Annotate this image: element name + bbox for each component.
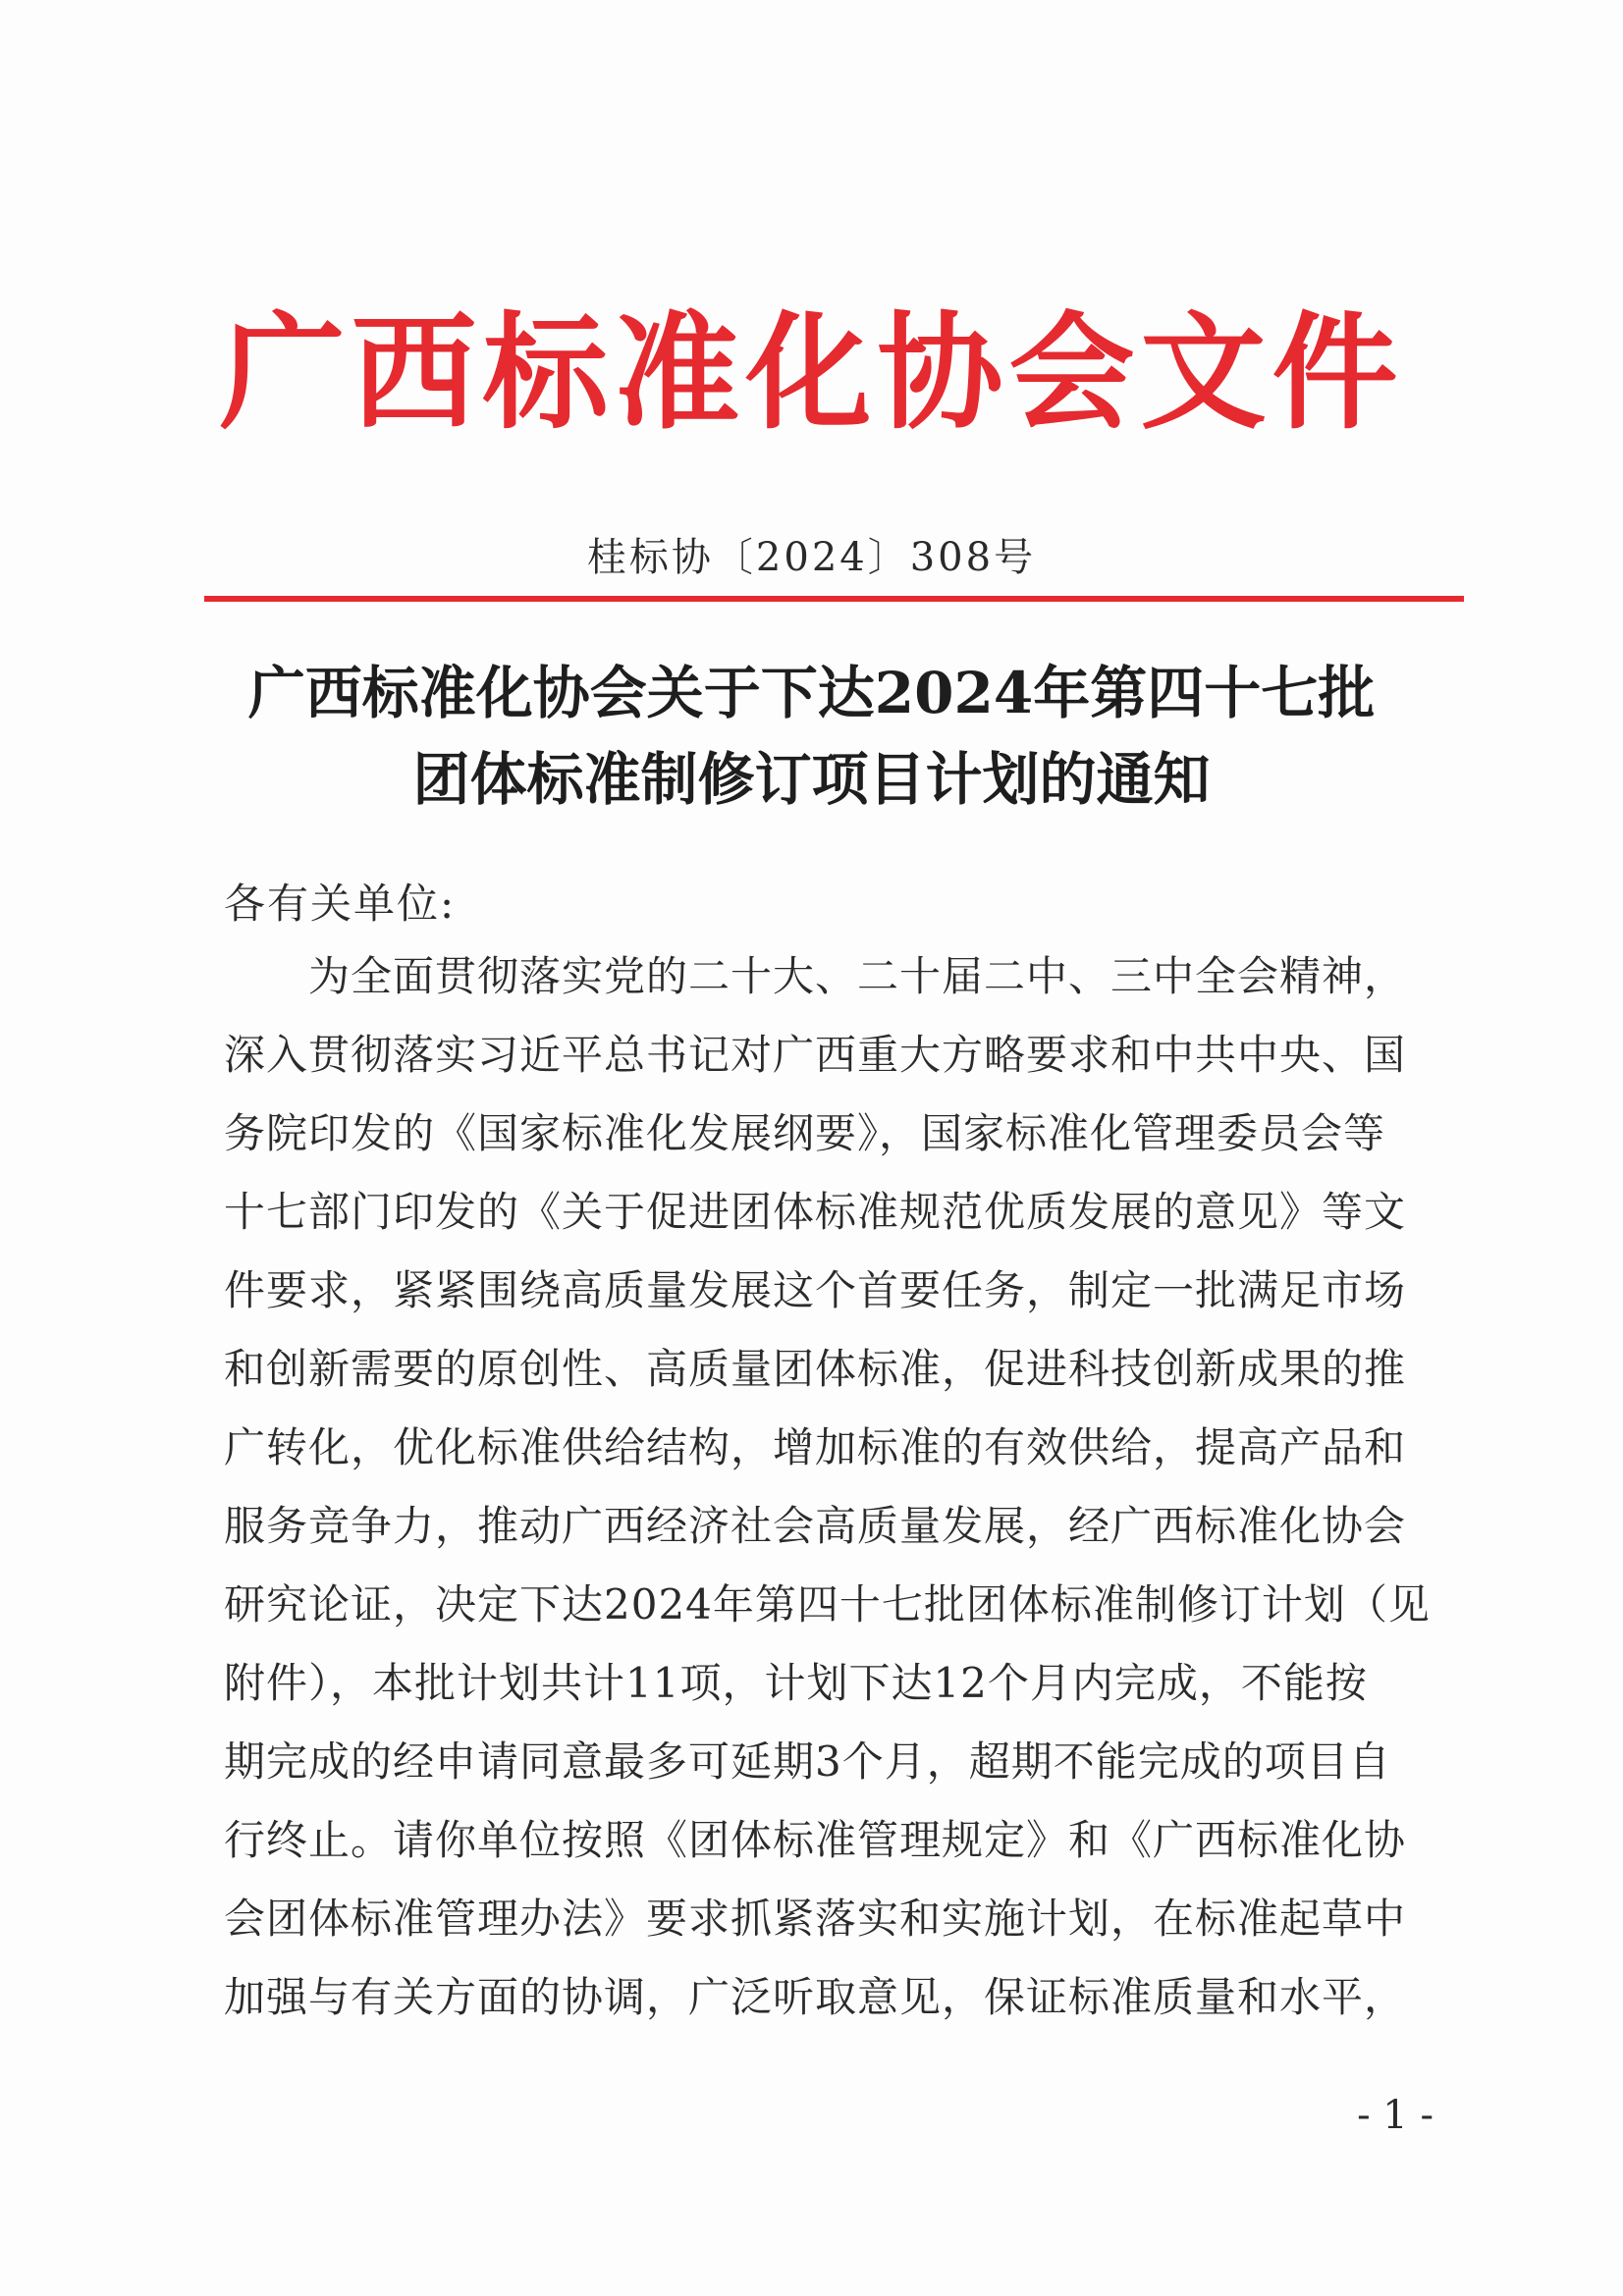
- notice-title-line-1: 广西标准化协会关于下达2024年第四十七批: [247, 660, 1376, 726]
- notice-title-line-2: 团体标准制修订项目计划的通知: [412, 746, 1211, 813]
- body-line-4: 十七部门印发的《关于促进团体标准规范优质发展的意见》等文: [224, 1188, 1407, 1236]
- body-line-7: 广转化，优化标准供给结构，增加标准的有效供给，提高产品和: [224, 1423, 1407, 1471]
- body-line-1: 为全面贯彻落实党的二十大、二十届二中、三中全会精神，: [224, 952, 1407, 1000]
- page-number: - 1 -: [1357, 2093, 1434, 2138]
- body-line-12: 行终止。请你单位按照《团体标准管理规定》和《广西标准化协: [224, 1816, 1407, 1864]
- body-line-2: 深入贯彻落实习近平总书记对广西重大方略要求和中共中央、国: [224, 1031, 1407, 1079]
- body-line-14: 加强与有关方面的协调，广泛听取意见，保证标准质量和水平，: [224, 1973, 1407, 2021]
- body-line-8: 服务竞争力，推动广西经济社会高质量发展，经广西标准化协会: [224, 1502, 1407, 1550]
- org-header-title: 广西标准化协会文件: [219, 299, 1404, 447]
- red-divider-line: [204, 596, 1464, 602]
- salutation: 各有关单位:: [224, 880, 457, 928]
- body-line-6: 和创新需要的原创性、高质量团体标准，促进科技创新成果的推: [224, 1345, 1407, 1393]
- body-paragraph: [224, 937, 1431, 2037]
- body-line-9: 研究论证，决定下达2024年第四十七批团体标准制修订计划（见: [224, 1580, 1431, 1629]
- body-line-13: 会团体标准管理办法》要求抓紧落实和实施计划，在标准起草中: [224, 1895, 1407, 1943]
- document-number: 桂标协〔2024〕308号: [586, 535, 1037, 580]
- body-line-3: 务院印发的《国家标准化发展纲要》，国家标准化管理委员会等: [224, 1109, 1386, 1157]
- body-line-5: 件要求，紧紧围绕高质量发展这个首要任务，制定一批满足市场: [224, 1266, 1407, 1314]
- body-line-10: 附件），本批计划共计11项，计划下达12个月内完成，不能按: [224, 1659, 1368, 1707]
- notice-title: [196, 650, 1427, 823]
- body-line-11: 期完成的经申请同意最多可延期3个月，超期不能完成的项目自: [224, 1737, 1391, 1786]
